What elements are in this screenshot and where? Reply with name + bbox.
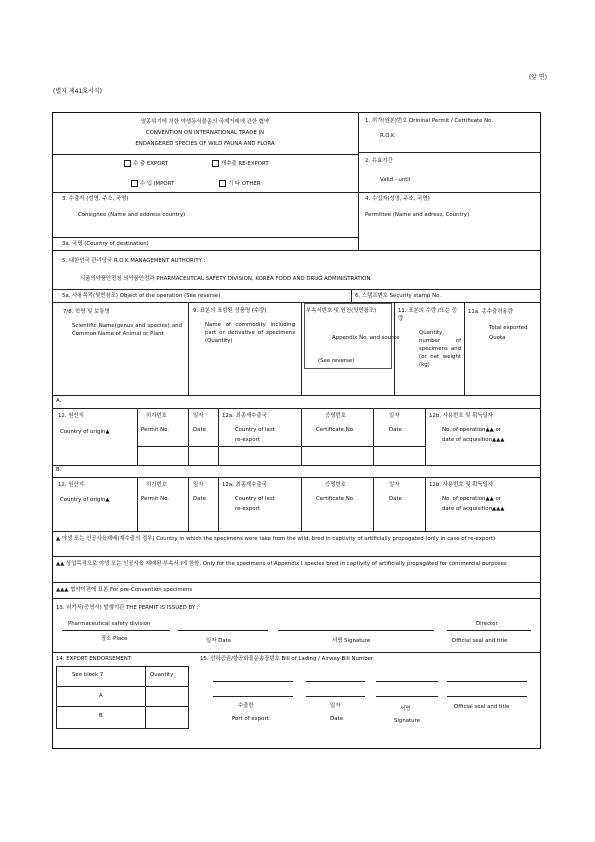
box9-label: 9. 표본의 표함된 상품명 (수량) bbox=[193, 308, 267, 314]
box13-label: 13. 허가서(증명서) 발행기관 THE PERMIT IS ISSUED BY : bbox=[56, 605, 199, 611]
convention-english-line2: ENDANGERED SPECIES OF WILD FAUNA AND FLORA bbox=[135, 141, 275, 147]
b-permit-label: 허가번호 bbox=[146, 482, 167, 488]
box10-desc2: (See reverse) bbox=[318, 358, 355, 364]
box4-value[interactable]: Permittee (Name and adress, Country) bbox=[365, 212, 470, 218]
endorsement-col-quantity: Quantity bbox=[150, 672, 174, 678]
box15-sig-label: 서명 bbox=[400, 706, 411, 712]
b-date2-desc: Date bbox=[389, 496, 402, 502]
reexport-checkbox[interactable] bbox=[212, 160, 219, 167]
box9-desc: Name of commodity including part or derivative of specimens (Quantity) bbox=[205, 322, 295, 344]
note-origin: ▲ 야생 또는 인공사육재배(재수출의 경우) Country in which the specimens were take from the wild, bred in captivity of artificially propagated (only in case of re-export) bbox=[56, 536, 496, 542]
b-date-label: 일자 bbox=[193, 482, 204, 488]
box15-date-desc: Date bbox=[330, 716, 343, 722]
a-lastexport-label: 12a. 최종재수출국 bbox=[222, 413, 267, 419]
export-checkbox[interactable] bbox=[124, 160, 131, 167]
box15-sig-desc: Signature bbox=[394, 718, 421, 724]
form-number: (별지 제41호서식) bbox=[53, 88, 102, 95]
box1-value[interactable]: R.O.K bbox=[380, 133, 395, 139]
box5-label: 5. 대한민국 관리당국 R.O.K MANAGEMENT AUTHORITY : bbox=[62, 258, 206, 264]
a-date2-label: 일자 bbox=[389, 413, 400, 419]
a-lastexport-desc2: re-export bbox=[235, 437, 260, 443]
box2-label: 2. 유효기간 bbox=[365, 158, 393, 164]
box2-value[interactable]: Valid - until bbox=[380, 177, 411, 183]
b-date-desc: Date bbox=[193, 496, 206, 502]
box10-desc1: Appendix No. and source bbox=[332, 335, 400, 341]
section-a-label: A. bbox=[56, 398, 62, 404]
a-operation-desc1: No. of operation▲▲ or bbox=[442, 427, 501, 433]
other-option[interactable]: 기 타 OTHER bbox=[219, 180, 261, 187]
b-origin-desc: Country of origin▲ bbox=[60, 497, 110, 503]
box5a-label[interactable]: 5a. 사용목적(뒷면참조) Object of the operation (See reverse) bbox=[62, 293, 221, 299]
import-checkbox[interactable] bbox=[131, 180, 138, 187]
a-origin-label: 12. 원산지 bbox=[58, 413, 84, 419]
box15-port-desc: Port of export bbox=[232, 716, 269, 722]
box3a-label[interactable]: 3a. 국명 (Country of destination) bbox=[62, 241, 149, 247]
a-date2-desc: Date bbox=[389, 427, 402, 433]
b-operation-desc2: date of acquisition▲▲▲ bbox=[442, 506, 505, 512]
box3-label: 3. 수출자 (성명, 주소, 국명) bbox=[62, 196, 129, 202]
box15-official: Official seal and title bbox=[454, 704, 510, 710]
box1-label: 1. 허가(원본)번호 Orininal Permit / Certificate No. bbox=[365, 118, 494, 124]
box13-official: Official seal and title bbox=[452, 638, 508, 644]
b-lastexport-desc1: Country of last bbox=[235, 496, 275, 502]
a-cert-desc: Certificate No. bbox=[316, 427, 355, 433]
box7-label: 7/8. 학명 및 보통명 bbox=[63, 309, 110, 315]
box4-label: 4. 수입자(성명, 주소, 국명) bbox=[365, 196, 430, 202]
a-permit-label: 허가번호 bbox=[146, 413, 167, 419]
a-cert-label: 증명번호 bbox=[325, 413, 346, 419]
a-operation-label: 12b. 사용번호 및 획득일자 bbox=[429, 413, 494, 419]
b-operation-label: 12b. 사용번호 및 획득일자 bbox=[429, 482, 494, 488]
box13-date: 일자 Date bbox=[206, 638, 232, 644]
b-lastexport-desc2: re-export bbox=[235, 506, 260, 512]
box13-place: 장소 Place bbox=[101, 636, 128, 642]
b-origin-label: 12. 원산지 bbox=[58, 482, 84, 488]
a-date-label: 일자 bbox=[193, 413, 204, 419]
note-preconvention: ▲▲▲ 협약이전에 표본 For pre-Convention specimens bbox=[56, 587, 193, 593]
note-appendix: ▲▲ 상업목적으로 야생 또는 인공사육 재배된 부속서 I에 한함, Only for the specimens of Appendix I species bred in captivity of artificially propagated for commercial purposes bbox=[56, 561, 507, 567]
import-option[interactable]: 수 입 IMPORT bbox=[131, 180, 174, 187]
box15-label: 15. 선하증권/항공화물운송장번호 Bill of Lading / Airway-Bill Number bbox=[200, 656, 374, 662]
box13-signature: 서명 Signature bbox=[332, 638, 371, 644]
box10-subframe bbox=[304, 303, 392, 369]
box11a-desc2: Quota bbox=[489, 335, 506, 341]
box11-desc: Quantity, number of specimens and (or net weight (kg) bbox=[419, 330, 461, 368]
box15-port-label: 수출항 bbox=[238, 703, 254, 709]
box7-desc: Scientific Name(genus and species) and Common Name of Animal or Plant bbox=[72, 323, 182, 337]
reexport-option[interactable]: 재수출 RE-EXPORT bbox=[212, 160, 269, 167]
endorsement-row-a: A bbox=[99, 693, 103, 699]
box6-label[interactable]: 6. 스탬프번호 Security stamp No. bbox=[355, 293, 442, 299]
box11a-desc1: Total exported bbox=[489, 325, 528, 331]
convention-english-line1: CONVENTION ON INTERNATIONAL TRADE IN bbox=[145, 130, 265, 136]
endorsement-col-block: See block 7 bbox=[72, 672, 104, 678]
b-permit-desc: Permit No. bbox=[141, 496, 170, 502]
box13-director: Director bbox=[476, 621, 498, 627]
section-b-label: B. bbox=[56, 467, 62, 473]
a-date-desc: Date bbox=[193, 427, 206, 433]
endorsement-row-b: B bbox=[99, 713, 103, 719]
page-label: (앞 면) bbox=[528, 74, 547, 81]
b-cert-label: 증명번호 bbox=[325, 482, 346, 488]
a-operation-desc2: date of acquisition▲▲▲ bbox=[442, 437, 505, 443]
b-lastexport-label: 12a. 최종재수출국 bbox=[222, 482, 267, 488]
export-option[interactable]: 수 출 EXPORT bbox=[124, 160, 168, 167]
box15-date-label: 일자 bbox=[330, 703, 341, 709]
box11-label: 11. 표본의 수량 /또는 중량 bbox=[398, 308, 457, 322]
convention-korean-title: 멸종위기에 처한 야생동식물종의 국제거래에 관한 협약 bbox=[140, 119, 270, 125]
a-lastexport-desc1: Country of last bbox=[235, 427, 275, 433]
box13-office: Pharmaceutical safety division bbox=[68, 621, 151, 627]
box3-value[interactable]: Consignee (Name and address country) bbox=[78, 212, 186, 218]
box10-label: 부속서번호 및 원천(뒷면참조) bbox=[306, 308, 377, 314]
box14-label: 14. EXPORT ENDORSEMENT bbox=[56, 656, 132, 662]
other-checkbox[interactable] bbox=[219, 180, 226, 187]
a-origin-desc: Country of origin▲ bbox=[60, 429, 110, 435]
b-cert-desc: Certificate No. bbox=[316, 496, 355, 502]
a-permit-desc: Permit No. bbox=[141, 427, 170, 433]
b-operation-desc1: No. of operation▲▲ or bbox=[442, 496, 501, 502]
box5-value: 식품의약품안전청 의약품안전과 PHARMACEUTCAL SAFETY DIVISION, KOREA FOOD AND DRUG ADMINISTRATION bbox=[80, 276, 371, 282]
b-date2-label: 일자 bbox=[389, 482, 400, 488]
box11a-label: 11a. 총수출허용량 bbox=[468, 309, 513, 315]
